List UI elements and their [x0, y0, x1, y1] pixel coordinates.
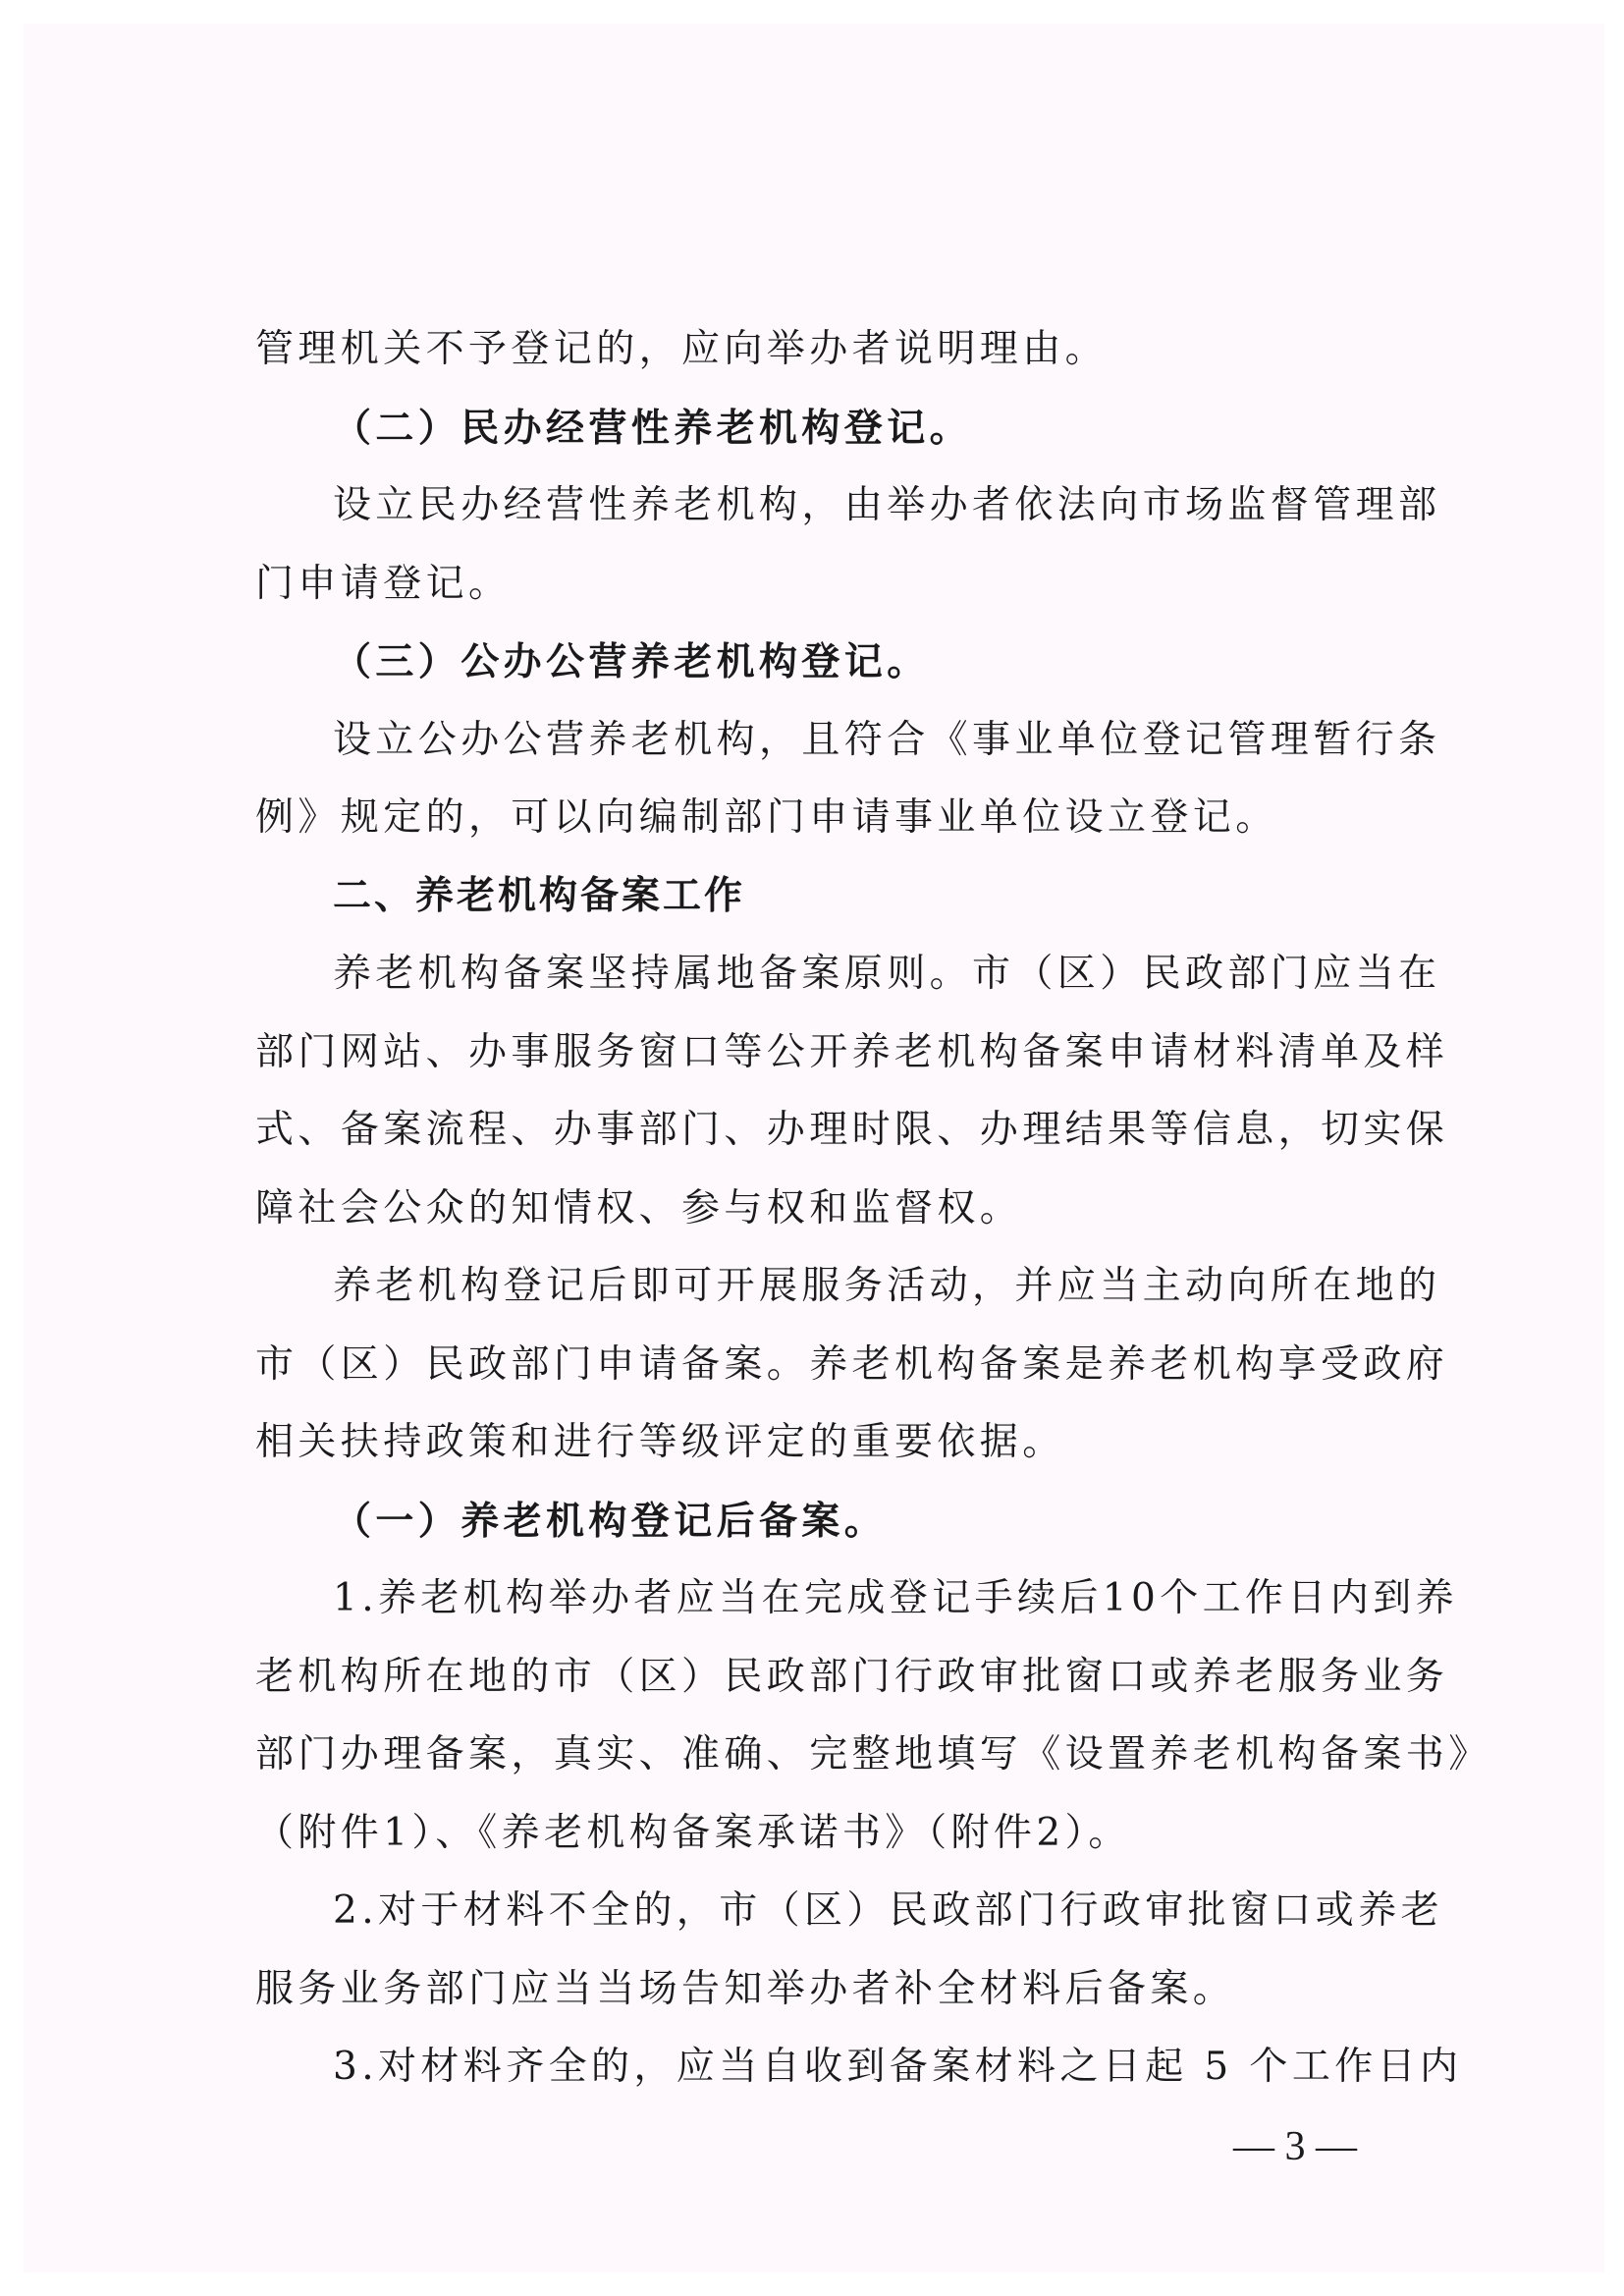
- section-heading-filing-work: 二、养老机构备案工作: [333, 873, 746, 918]
- document-page: [24, 24, 1604, 2272]
- text-line: 相关扶持政策和进行等级评定的重要依据。: [255, 1420, 1065, 1464]
- subheading-public-operated-registration: （三）公办公营养老机构登记。: [333, 639, 930, 684]
- text-line: 设立民办经营性养老机构，由举办者依法向市场监督管理部: [333, 483, 1441, 527]
- text-line: 1.养老机构举办者应当在完成登记手续后10个工作日内到养: [333, 1576, 1459, 1620]
- text-line: 3.对材料齐全的，应当自收到备案材料之日起 5 个工作日内: [333, 2045, 1463, 2089]
- text-line: 管理机关不予登记的，应向举办者说明理由。: [255, 327, 1109, 371]
- subheading-civil-operated-registration: （二）民办经营性养老机构登记。: [333, 405, 973, 451]
- text-line: 式、备案流程、办事部门、办理时限、办理结果等信息，切实保: [255, 1108, 1449, 1152]
- text-line: 部门办理备案，真实、准确、完整地填写《设置养老机构备案书》: [255, 1732, 1491, 1777]
- text-line: 设立公办公营养老机构，且符合《事业单位登记管理暂行条: [333, 717, 1441, 762]
- page-number: — 3 —: [1233, 2124, 1357, 2169]
- text-line: 部门网站、办事服务窗口等公开养老机构备案申请材料清单及样: [255, 1029, 1449, 1074]
- text-line: 养老机构登记后即可开展服务活动，并应当主动向所在地的: [333, 1264, 1441, 1308]
- text-line: 障社会公众的知情权、参与权和监督权。: [255, 1185, 1023, 1230]
- text-line: 服务业务部门应当当场告知举办者补全材料后备案。: [255, 1966, 1236, 2011]
- text-line: （附件1）、《养老机构备案承诺书》（附件2）。: [255, 1810, 1131, 1855]
- subheading-filing-after-registration: （一）养老机构登记后备案。: [333, 1498, 888, 1544]
- text-line: 例》规定的，可以向编制部门申请事业单位设立登记。: [255, 795, 1278, 840]
- text-line: 市（区）民政部门申请备案。养老机构备案是养老机构享受政府: [255, 1341, 1449, 1387]
- text-line: 2.对于材料不全的，市（区）民政部门行政审批窗口或养老: [333, 1888, 1444, 1933]
- document-body: [255, 324, 1491, 2120]
- text-line: 养老机构备案坚持属地备案原则。市（区）民政部门应当在: [333, 952, 1441, 996]
- text-line: 老机构所在地的市（区）民政部门行政审批窗口或养老服务业务: [255, 1654, 1449, 1699]
- text-line: 门申请登记。: [255, 561, 512, 606]
